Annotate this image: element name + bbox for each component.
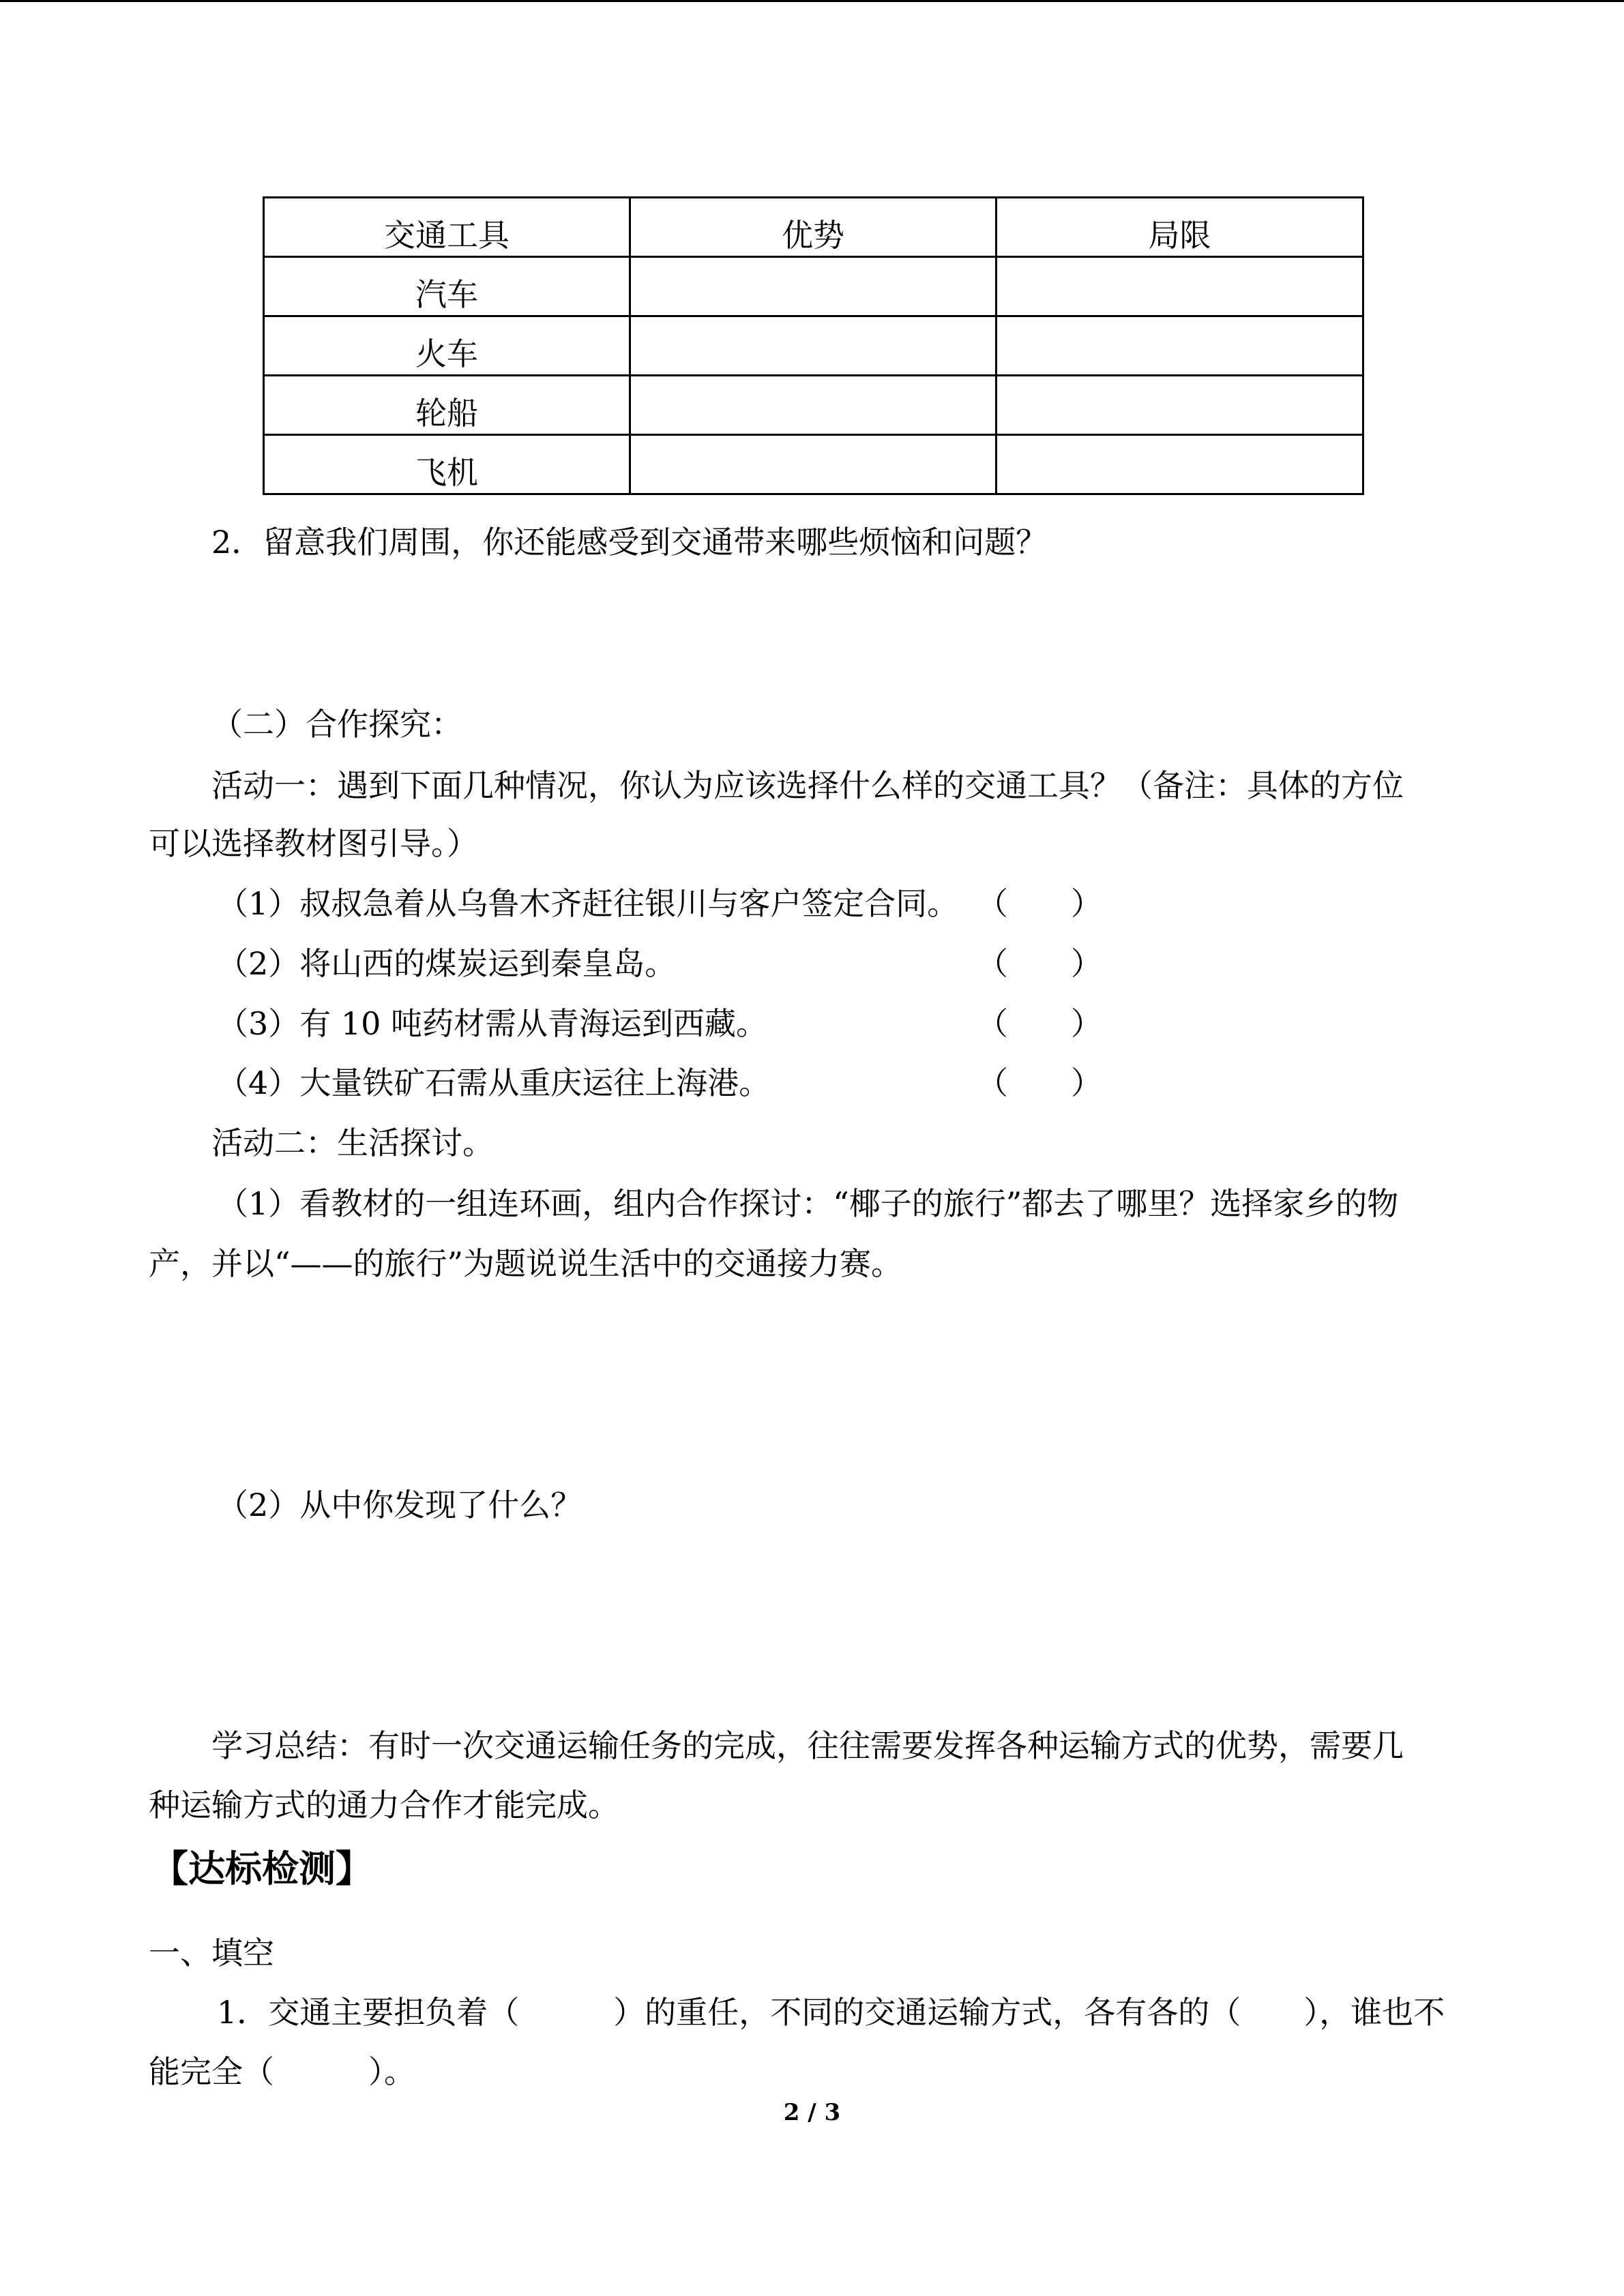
- table-cell-advantage[interactable]: [630, 376, 996, 435]
- answer-blank-4[interactable]: （ ）: [977, 1064, 1102, 1101]
- question-2: 2．留意我们周围，你还能感受到交通带来哪些烦恼和问题？: [211, 524, 1048, 561]
- table-cell-limitation[interactable]: [996, 376, 1363, 435]
- table-row: [264, 435, 1363, 494]
- table-header-cell: 交通工具: [264, 198, 630, 257]
- table-row: [264, 257, 1363, 316]
- table-header-cell: 优势: [630, 198, 996, 257]
- table-cell-limitation[interactable]: [996, 316, 1363, 376]
- table-cell-vehicle: 飞机: [264, 435, 630, 494]
- activity1-item-3: （3）有 10 吨药材需从青海运到西藏。: [217, 1005, 768, 1042]
- table-cell-vehicle: 轮船: [264, 376, 630, 435]
- transport-comparison-table: [263, 196, 1364, 495]
- activity1-text-line2: 可以选择教材图引导。）: [149, 825, 478, 862]
- table-row: [264, 376, 1363, 435]
- table-cell-advantage[interactable]: [630, 316, 996, 376]
- fill-heading: 一、填空: [149, 1935, 274, 1971]
- top-border-line: [0, 0, 1624, 2]
- activity2-heading: 活动二：生活探讨。: [211, 1124, 494, 1161]
- table-cell-vehicle: 汽车: [264, 257, 630, 316]
- fill-question1-line2: 能完全（ ）。: [149, 2053, 415, 2090]
- answer-blank-2[interactable]: （ ）: [977, 945, 1102, 982]
- table-header-cell: 局限: [996, 198, 1363, 257]
- table-cell-advantage[interactable]: [630, 257, 996, 316]
- table-cell-advantage[interactable]: [630, 435, 996, 494]
- page-number: 2 / 3: [783, 2099, 841, 2126]
- activity2-item1-line2: 产，并以“——的旅行”为题说说生活中的交通接力赛。: [149, 1245, 903, 1282]
- cooperation-heading: （二）合作探究：: [211, 706, 462, 743]
- table-cell-vehicle: 火车: [264, 316, 630, 376]
- answer-blank-1[interactable]: （ ）: [977, 885, 1102, 922]
- table-cell-limitation[interactable]: [996, 435, 1363, 494]
- fill-question1-line1: 1．交通主要担负着（ ）的重任，不同的交通运输方式，各有各的（ ），谁也不: [217, 1994, 1445, 2031]
- activity2-item2: （2）从中你发现了什么？: [217, 1487, 582, 1523]
- table-row: [264, 316, 1363, 376]
- table-header-row: [264, 198, 1363, 257]
- summary-line1: 学习总结：有时一次交通运输任务的完成，往往需要发挥各种运输方式的优势，需要几: [211, 1727, 1404, 1764]
- table-cell-limitation[interactable]: [996, 257, 1363, 316]
- activity1-item-4: （4）大量铁矿石需从重庆运往上海港。: [217, 1064, 771, 1101]
- activity1-item-2: （2）将山西的煤炭运到秦皇岛。: [217, 945, 677, 982]
- activity2-item1-line1: （1）看教材的一组连环画，组内合作探讨：“椰子的旅行”都去了哪里？选择家乡的物: [217, 1185, 1399, 1222]
- summary-line2: 种运输方式的通力合作才能完成。: [149, 1787, 619, 1823]
- activity1-item-1: （1）叔叔急着从乌鲁木齐赶往银川与客户签定合同。: [217, 885, 959, 922]
- answer-blank-3[interactable]: （ ）: [977, 1005, 1102, 1042]
- activity1-text-line1: 活动一：遇到下面几种情况，你认为应该选择什么样的交通工具？（备注：具体的方位: [211, 767, 1404, 804]
- section-title: 【达标检测】: [151, 1847, 372, 1890]
